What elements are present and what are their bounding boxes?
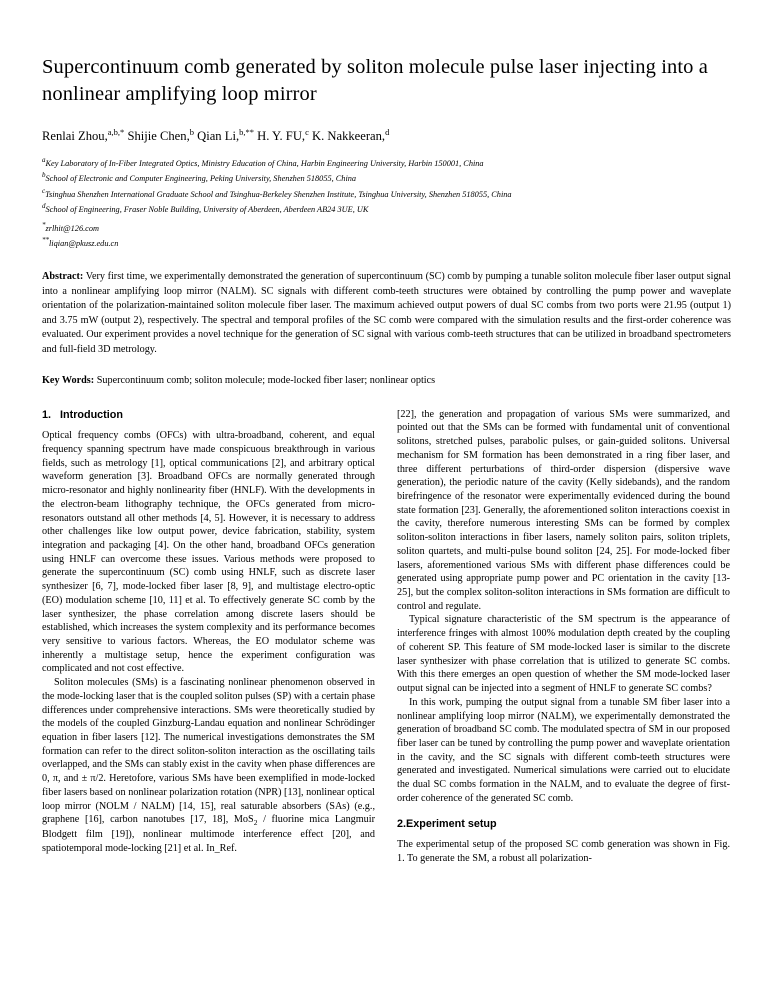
- affiliations: [42, 155, 731, 216]
- paragraph: Soliton molecules (SMs) is a fascinating nonlinear phenomenon observed in the mode-locking laser that is the coupled soliton pulses (SP) with a certain phase differences under comprehensive interactions. SMs were theoretically studied by the models of the coupled Ginzburg-Landau equation and nonlinear Schrödinger equation in fiber lasers [12]. The numerical investigations demonstrates the SM formation can refer to the direct soliton-soliton interaction as the oscillating tails overlapped, and the SMs can stably exist in the cavity when phase differences are 0, π, and ± π/2. Heretofore, various SMs have been exemplified in mode-locked fiber lasers based on nonlinear polarization rotation (NPR) [13], nonlinear optical loop mirror (NOLM / NALM) [14, 15], real saturable absorbers (SAs) (e.g., graphene [16], carbon nanotubes [17, 18], MoS$_2$ / fluorine mica Langmuir Blodgett film [19]), nonlinear multimode interference effect [20], and spatiotemporal mode-locking [21] et al. In_Ref.: [42, 677, 375, 855]
- email-item[interactable]: *zrlhit@126.com: [42, 220, 99, 233]
- section-heading-experiment-setup: [397, 817, 730, 832]
- paragraph: Typical signature characteristic of the SM spectrum is the appearance of interference fringes with almost 100% modulation depth created by the coupling of coherent SP. This feature of SM mode-locked laser is similar to the discrete laser synthesizer with phase correlation that is utilized to generate SC combs. With this there emerges an open question of whether the SM mode-locked laser output signal can be injected into a segment of HNLF to generate SC combs?: [397, 614, 730, 695]
- body-columns: [42, 408, 731, 866]
- keywords-block: [42, 374, 731, 388]
- paragraph: Optical frequency combs (OFCs) with ultra-broadband, coherent, and equal frequency spanning spectrum have made conspicuous breakthrough in various fields, such as metrology [1], optical communications [2], and arbitrary optical waveform generation [3]. Broadband OFCs are normally generated through micro-resonator and highly nonlinearity fiber (HNLF). With the developments in the electron-beam lithography technique, the OFCs generated from micro-resonators outstand all other methods [4, 5]. However, it is necessary to address other challenges like low output power, device fabrication, stability, system integration and packaging [4]. On the other hand, broadband OFCs generation using HNLF can overcome these issues. Various methods were proposed to generate the supercontinuum (SC) comb using HNLF, such as discrete laser synthesizer [6, 7], mode-locked fiber laser [8, 9], and multistage electro-optic (EO) modulation scheme [10, 11] et al. To effectively generate SC comb by the laser synthesizer, the phase correlation among discrete lasers should be established, which increases the system complexity and its performance becomes very sensitive to various factors. Whereas, the EO modulator scheme was inherently a multistage setup, hence the experiment configuration was complicated and not cost effective.: [42, 430, 375, 675]
- column-right: [397, 408, 730, 866]
- paragraph: The experimental setup of the proposed SC comb generation was shown in Fig. 1. To generate the SM, a robust all polarization-: [397, 839, 730, 864]
- section-heading-introduction: [42, 408, 375, 423]
- keywords-text: Supercontinuum comb; soliton molecule; mode-locked fiber laser; nonlinear optics: [94, 375, 436, 387]
- section-number: 2.: [397, 817, 407, 830]
- affiliation-item: $^a$Key Laboratory of In-Fiber Integrated Optics, Ministry Education of China, Harbin Engineering University, Harbin 150001, China: [42, 156, 484, 168]
- abstract-label: Abstract:: [42, 271, 84, 283]
- section-number: 1.: [42, 408, 52, 421]
- affiliation-item: $^d$School of Engineering, Fraser Noble Building, University of Aberdeen, Aberdeen AB24 3UE, UK: [42, 201, 369, 214]
- keywords-label: Key Words:: [42, 375, 95, 387]
- paragraph: [22], the generation and propagation of various SMs were summarized, and pointed out that the SMs can be formed with fundamental unit of conventional solitons, stretched pulses, parabolic pulses, or gain-guided solitons. Universal mechanism for SM formation has been demonstrated in a ring fiber laser, and three different perturbations of third-order dispersion (dispersive wave generation), the periodic nature of the cavity (Kelly sidebands), and the random birefringence of the resonator were experimentally evidenced during the bound state formation [23]. Generally, the aforementioned soliton interactions coexist in the cavity, therefore numerous interesting SMs can be formed by complex soliton-soliton interactions in fiber lasers, namely soliton pairs, soliton triplets, soliton quartets, and multi-pulse bound soliton [24, 25]. For mode-locked fiber lasers, aforementioned various SMs with different phase differences could be generated using appropriate pump power and PC orientation in the cavity [13-25], but the complex soliton-soliton interactions in SMs formation are difficult to control and regulate.: [397, 408, 730, 612]
- author-list: Renlai Zhou,$^{a,b,*}$ Shijie Chen,$^b$ Qian Li,$^{b,**}$ H. Y. FU,$^c$ K. Nakkeeran,$^d$: [42, 127, 390, 144]
- abstract-text: Very first time, we experimentally demonstrated the generation of supercontinuum (SC) comb by pumping a tunable soliton molecule fiber laser output signal into a nonlinear amplifying loop mirror (NALM). SC signals with different comb-teeth structures were obtained by controlling the pump power and waveplate orientation of the polarization-maintained soliton molecule fiber laser. The maximum achieved output powers of dual SC combs from two ports were 21.95 (output 1) and 3.75 mW (output 2), respectively. The spectral and temporal profiles of the SC comb were compared with the simulation results and the first-order coherence was evaluated. Our experiment provides a novel technique for the generation of SC signal with various comb-teeth structures that can be utilized in broadband spectrometers and full-field 3D metrology.: [42, 271, 731, 355]
- abstract-block: [42, 270, 731, 357]
- corresponding-emails: [42, 220, 731, 250]
- paragraph: In this work, pumping the output signal from a tunable SM fiber laser into a nonlinear amplifying loop mirror (NALM), we experimentally demonstrated the generation of broadband SC comb. The modulated spectra of SM in our proposed fiber laser can be tuned by controlling the pump power and waveplate orientation in the cavity, and the SC signals with different comb-teeth structures were generated and investigated. Numerical simulations were carried out to elucidate the dual SC combs formation in the NALM, and to evaluate the degree of first-order coherence of the generated SC comb.: [397, 696, 730, 804]
- section-title: Introduction: [60, 408, 123, 421]
- section-title: Experiment setup: [406, 817, 497, 830]
- page-title: Supercontinuum comb generated by soliton molecule pulse laser injecting into a nonlinear amplifying loop mirror: [42, 56, 708, 105]
- email-item[interactable]: **liqian@pkusz.edu.cn: [42, 236, 119, 248]
- column-left: [42, 408, 375, 866]
- affiliation-item: $^b$School of Electronic and Computer Engineering, Peking University, Shenzhen 518055, China: [42, 171, 357, 184]
- affiliation-item: $^c$Tsinghua Shenzhen International Graduate School and Tsinghua-Berkeley Shenzhen Institute, Tsinghua University, Shenzhen 518055, China: [42, 186, 512, 199]
